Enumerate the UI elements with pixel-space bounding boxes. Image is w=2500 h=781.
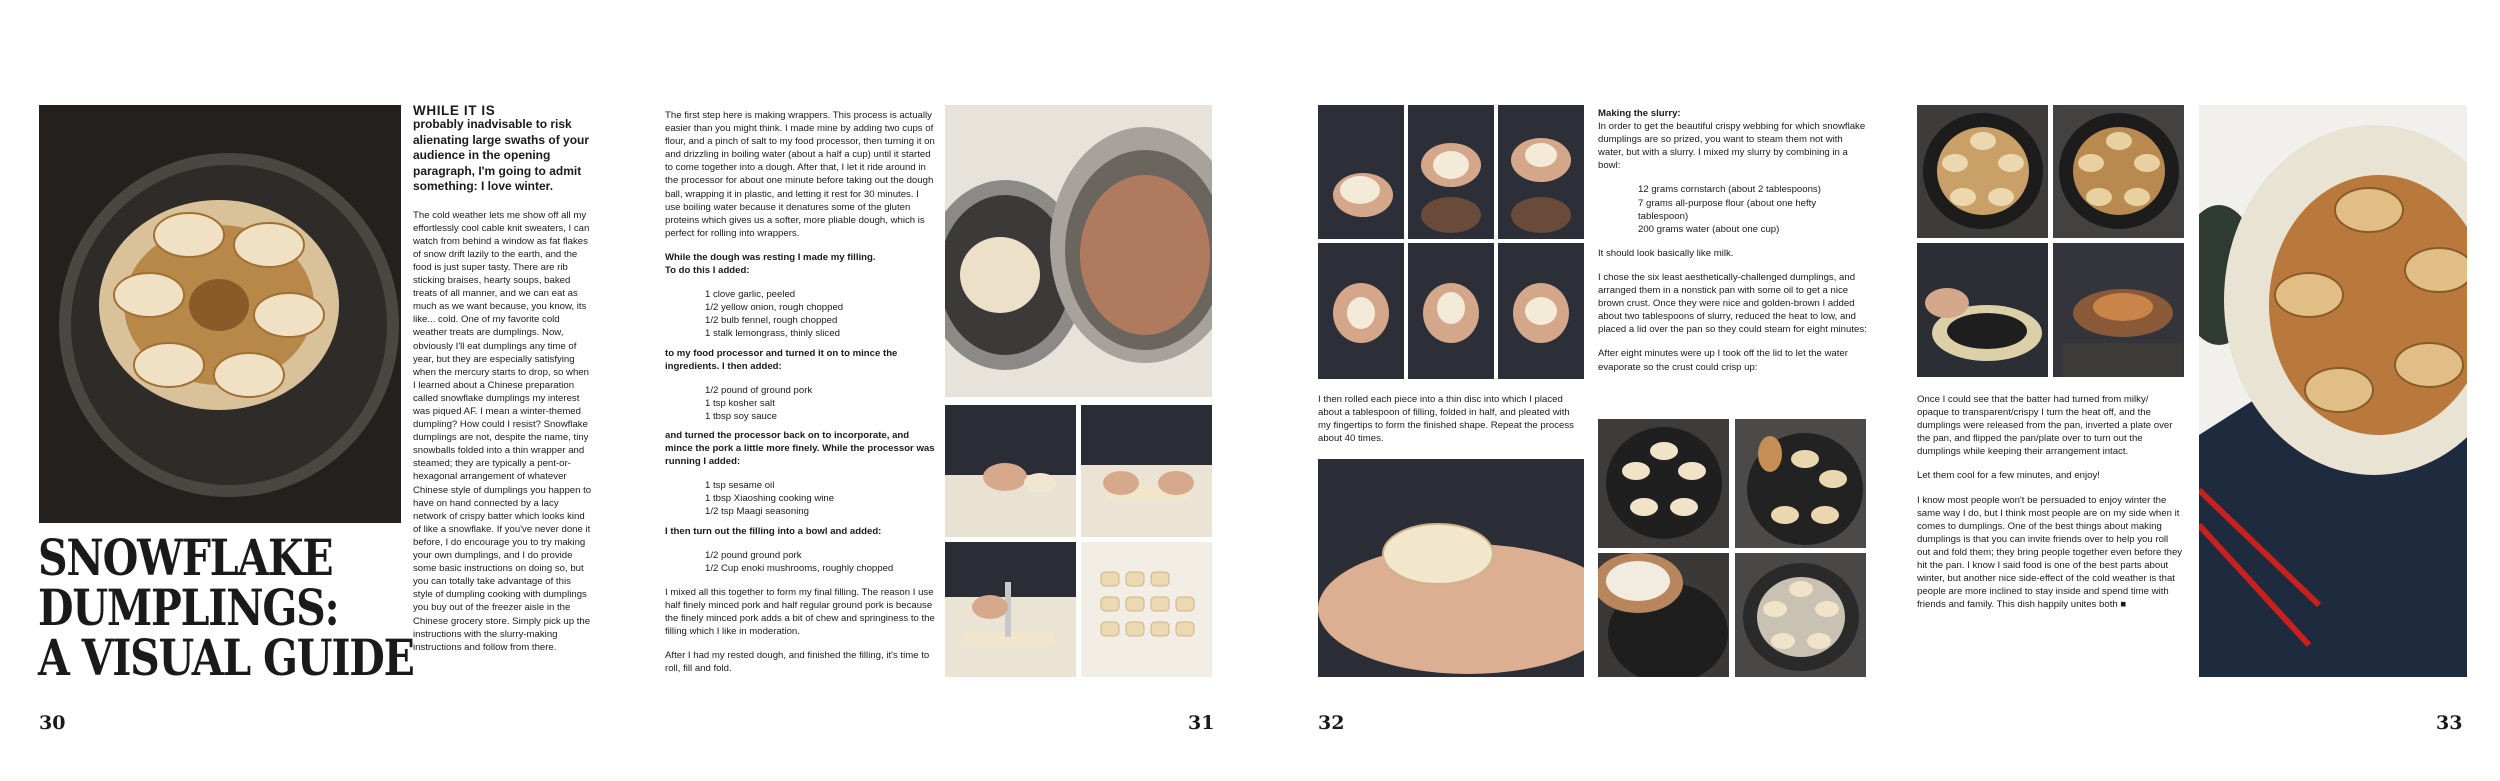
body-paragraph: The first step here is making wrappers. This process is actually easier than you might think. I made mine by adding two cups of flour, and a pinch of salt to my food processor, then turning it on and drizzling in boiling water (about a half a cup) until it started to come together into a dough. After that, I let it ride around in the processor for about one minute before taking out the dough ball, wrapping it in plastic, and letting it rest for 30 minutes. I use boiling water because it denatures some of the gluten proteins which gives us a softer, more pliable dough, which is perfect for rolling into wrappers.: [665, 110, 935, 239]
folding-step-photo: [1498, 105, 1584, 239]
body-paragraph: [1917, 494, 2183, 612]
page-number: 31: [1188, 712, 1215, 734]
column-p31: [665, 109, 935, 686]
ingredient-list: [665, 549, 935, 575]
body-paragraph: After I had my rested dough, and finished the filling, it's time to roll, fill and fold.: [665, 650, 930, 675]
ingredient: 1/2 Cup enoki mushrooms, roughly chopped: [705, 562, 894, 574]
folding-step-photo: [1408, 243, 1494, 379]
outro-text: I know most people won't be persuaded to enjoy winter the same way I do, but I think most people are on my side when it comes to dumplings. One of the best things about making dumplings is that you can invite friends over to help you roll out and fold them; they bring people together even before they hit the pan. I know I said food is one of the best parts about winter, but another nice side-effect of the cold weather is that people are more inclined to stay inside and spend time with friends and family. This dish happily unites both: [1917, 494, 2183, 611]
plated-snowflake-dumplings-photo: [2199, 105, 2467, 677]
body-paragraph: Once I could see that the batter had turned from milky/ opaque to transparent/crispy I turn the heat off, and the dumplings were released from the pan, inverted a plate over the pan, and flipped the pan/plate over to turn out the dumplings while keeping their arrangement intact.: [1917, 394, 2173, 458]
folding-step-photo: [1318, 243, 1404, 379]
snowflake-dumpling-hero-photo: [39, 105, 401, 523]
body-paragraph: The cold weather lets me show off all my effortlessly cool cable knit sweaters, I can watch from behind a window as fat flakes of snow drift lazily to the earth, and the food is just super tasty. There are rib sticking braises, hearty soups, baked treats of all manner, and we can eat as much as we want because, you know, its like... cold. One of my favorite cold weather treats are dumplings. Now, obviously I'll eat dumplings any time of year, but they are especially satisfying when the mercury starts to drop, so when I learned about a Chinese preparation called snowflake dumplings my interest was piqued AF. I mean a winter-themed dumpling? How could I resist? Snowflake dumplings are not, despite the name, tiny snowballs folded into a thin wrapper and steamed; they are typically a pent-or-hexagonal arrangement of whatever Chinese style of dumplings you happen to have on hand connected by a lacy network of crispy batter which looks kind of like a snowflake. If you've never done it before, I do encourage you to try making your own dumplings, and I do provide some basic instructions on doing so, but you can totally take advantage of this style of dumpling cooking with dumplings you buy out of the freezer aisle in the Chinese grocery store. Simply pick up the instructions with the slurry-making instructions and follow from there.: [413, 209, 592, 653]
ingredient: 1 stalk lemongrass, thinly sliced: [705, 328, 840, 340]
ingredient: 7 grams all-purpose flour (about one hefty: [1638, 197, 1817, 209]
body-paragraph: After eight minutes were up I took off the lid to let the water evaporate so the crust could crisp up:: [1598, 348, 1848, 373]
folding-step-photo: [1498, 243, 1584, 379]
rolling-dough-photo: [945, 405, 1076, 537]
folding-step-photo: [1408, 105, 1494, 239]
body-paragraph: In order to get the beautiful crispy webbing for which snowflake dumplings are so prized, you want to steam them not with water, but with a slurry. I mixed my slurry by combining in a bowl:: [1598, 121, 1866, 172]
ingredient: 1 tsp sesame oil: [705, 480, 775, 492]
ingredient-list: [665, 479, 935, 518]
ingredient: 1/2 bulb fennel, rough chopped: [705, 315, 838, 327]
title-line: SNOWFLAKE: [38, 528, 333, 587]
column-p33: [1917, 393, 2183, 622]
dough-log-photo: [1081, 405, 1212, 537]
flipped-pan-photo: [2053, 243, 2184, 377]
folding-step-photo: [1318, 105, 1404, 239]
ingredient: 12 grams cornstarch (about 2 tablespoons): [1638, 184, 1821, 196]
ingredient: 1 tsp kosher salt: [705, 397, 775, 409]
title-line: DUMPLINGS:: [38, 578, 339, 637]
step-text: I then turn out the filling into a bowl and added:: [665, 525, 882, 537]
column-p32: [1598, 107, 1868, 385]
dough-and-filling-bowls-photo: [945, 105, 1212, 397]
pan-dumplings-photo: [1598, 419, 1729, 548]
crisped-dumplings-photo: [1917, 105, 2048, 238]
ingredient: 1 clove garlic, peeled: [705, 289, 796, 301]
ingredient: 200 grams water (about one cup): [1638, 223, 1780, 235]
body-paragraph: I mixed all this together to form my final filling. The reason I use half finely minced pork and half regular ground pork is because the finely minced pork adds a bit of chew and springiness to the filling which I like in moderation.: [665, 586, 935, 638]
ingredient: 1 tbsp Xiaoshing cooking wine: [705, 493, 835, 505]
step-text: and turned the processor back on to incorporate, and mince the pork a little more finely. While the processor was running I added:: [665, 429, 935, 468]
ingredient: tablespoon): [1638, 210, 1689, 222]
crisped-dumplings-photo: [2053, 105, 2184, 238]
filling-heading: While the dough was resting I made my filling.: [665, 251, 876, 263]
slurry-heading: Making the slurry:: [1598, 108, 1681, 119]
page-number: 33: [2436, 712, 2463, 734]
cutting-dough-photo: [945, 542, 1076, 677]
end-mark: ■: [2117, 599, 2127, 611]
ingredient-list: [665, 288, 935, 340]
ingredient: 1/2 pound ground pork: [705, 549, 802, 561]
filling-heading: To do this I added:: [665, 265, 750, 277]
step-text: to my food processor and turned it on to mince the ingredients. I then added:: [665, 347, 898, 372]
lead-paragraph: probably inadvisable to risk alienating large swaths of your audience in the opening paragraph, I'm going to admit something: I love winter.: [413, 117, 590, 194]
body-paragraph: I chose the six least aesthetically-challenged dumplings, and arranged them in a nonstick pan with some oil to get a nice brown crust. Once they were nice and golden-brown I added about two tablespoons of slurry, reduced the heat to low, and placed a lid over the pan so they could steam for eight minutes:: [1598, 271, 1867, 336]
body-paragraph: Let them cool for a few minutes, and enjoy!: [1917, 470, 2100, 482]
title-line: A VISUAL GUIDE: [38, 628, 414, 687]
adding-slurry-photo: [1598, 553, 1729, 677]
ingredient: 1/2 yellow onion, rough chopped: [705, 302, 844, 314]
column-p30: [413, 104, 593, 665]
lead-label: WHILE IT IS: [413, 103, 496, 118]
steaming-pan-photo: [1735, 553, 1866, 677]
dough-pieces-photo: [1081, 542, 1212, 677]
ingredient-list: [665, 384, 935, 423]
body-paragraph: It should look basically like milk.: [1598, 247, 1734, 259]
page-number: 30: [39, 712, 66, 734]
ingredient: 1 tbsp soy sauce: [705, 410, 777, 422]
inverting-plate-photo: [1917, 243, 2048, 377]
slurry-ingredient-list: [1598, 183, 1868, 235]
finished-dumpling-in-hand-photo: [1318, 459, 1584, 677]
page-number: 32: [1318, 712, 1345, 734]
shaping-text: I then rolled each piece into a thin disc into which I placed about a tablespoon of filling, folded in half, and pleated with my fingertips to form the finished shape. Repeat the process about 40 times.: [1318, 394, 1574, 445]
ingredient: 1/2 pound of ground pork: [705, 384, 813, 396]
article-title: [38, 528, 414, 687]
ingredient: 1/2 tsp Maagi seasoning: [705, 506, 809, 518]
pan-dumplings-photo: [1735, 419, 1866, 548]
